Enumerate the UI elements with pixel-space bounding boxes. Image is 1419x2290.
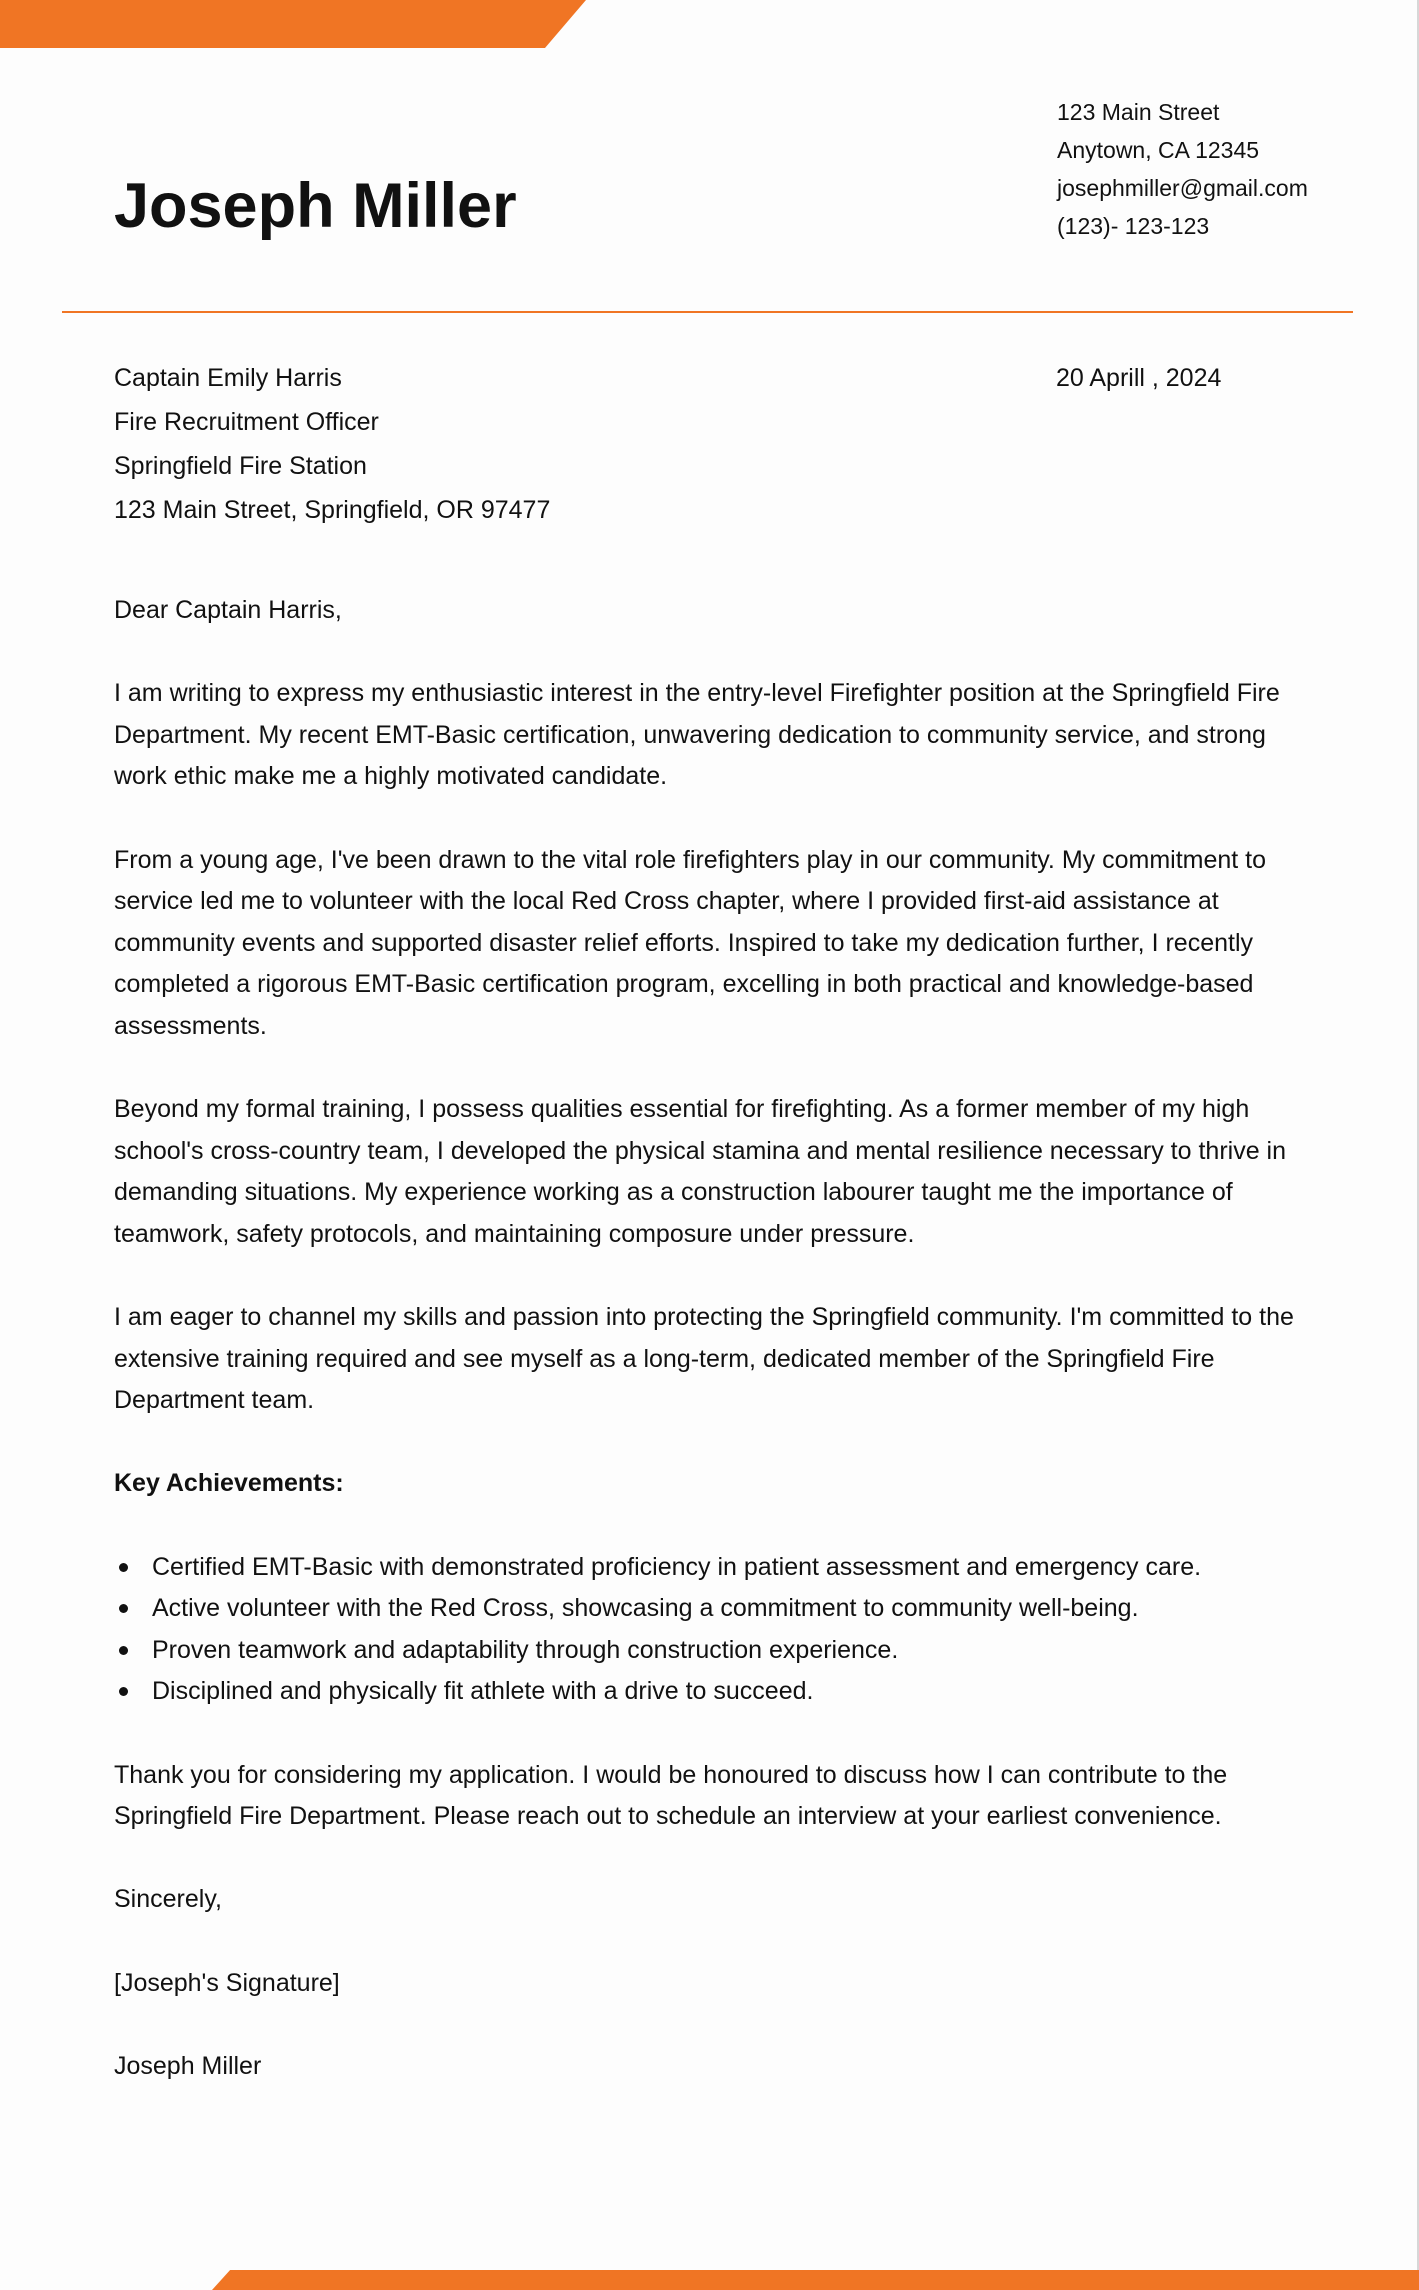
closing-paragraph: Thank you for considering my application. I would be honoured to discuss how I can contribute to the Springfield Fire Department. Please reach out to schedule an interview at your earliest convenience. [114, 1760, 1228, 1831]
contact-email: josephmiller@gmail.com [1057, 175, 1308, 201]
applicant-name: Joseph Miller [114, 171, 517, 241]
recipient-organization: Springfield Fire Station [114, 452, 367, 480]
contact-city: Anytown, CA 12345 [1057, 137, 1260, 163]
list-item [114, 1547, 1319, 1589]
bullet-icon [119, 1687, 128, 1696]
body-paragraph: Beyond my formal training, I possess qualities essential for firefighting. As a former member of my high school's cross-country team, I developed the physical stamina and mental resilience necessary to thrive in demanding situations. My experience working as a construction labourer taught me the importance of teamwork, safety protocols, and maintaining composure under pressure. [114, 1095, 1287, 1248]
header-divider [62, 311, 1353, 313]
signature-placeholder: [Joseph's Signature] [114, 1968, 340, 1997]
recipient-name: Captain Emily Harris [114, 364, 342, 392]
bullet-icon [119, 1604, 128, 1613]
bullet-icon [119, 1646, 128, 1655]
list-item [114, 1630, 1319, 1672]
top-accent-band [0, 0, 586, 48]
list-item [114, 1671, 1319, 1713]
achievements-heading: Key Achievements: [114, 1469, 344, 1498]
bottom-accent-band [212, 2270, 1419, 2290]
signer-name: Joseph Miller [114, 2051, 262, 2080]
body-paragraph: I am writing to express my enthusiastic interest in the entry-level Firefighter position at the Springfield Fire Department. My recent EMT-Basic certification, unwavering dedication to community service, and strong work ethic make me a highly motivated candidate. [114, 679, 1280, 791]
contact-phone: (123)- 123-123 [1057, 213, 1210, 239]
contact-street: 123 Main Street [1057, 99, 1220, 125]
sign-off: Sincerely, [114, 1885, 222, 1914]
achievement-text: Proven teamwork and adaptability through construction experience. [152, 1635, 899, 1664]
recipient-address: 123 Main Street, Springfield, OR 97477 [114, 496, 551, 524]
letter-date: 20 Aprill , 2024 [1056, 364, 1222, 392]
achievement-text: Disciplined and physically fit athlete with a drive to succeed. [152, 1677, 814, 1706]
letter-body [114, 590, 1319, 2129]
achievements-list [114, 1547, 1319, 1713]
bullet-icon [119, 1563, 128, 1572]
achievement-text: Certified EMT-Basic with demonstrated proficiency in patient assessment and emergency care. [152, 1552, 1202, 1581]
body-paragraph: I am eager to channel my skills and passion into protecting the Springfield community. I'm committed to the extensive training required and see myself as a long-term, dedicated member of the Springfield Fire Department team. [114, 1303, 1294, 1415]
recipient-block [114, 356, 550, 532]
body-paragraph: From a young age, I've been drawn to the vital role firefighters play in our community. My commitment to service led me to volunteer with the local Red Cross chapter, where I provided first-aid assistance at community events and supported disaster relief efforts. Inspired to take my dedication further, I recently completed a rigorous EMT-Basic certification program, excelling in both practical and knowledge-based assessments. [114, 845, 1267, 1040]
salutation: Dear Captain Harris, [114, 596, 342, 624]
recipient-title: Fire Recruitment Officer [114, 408, 379, 436]
contact-block [1057, 93, 1308, 245]
list-item [114, 1588, 1319, 1630]
achievement-text: Active volunteer with the Red Cross, showcasing a commitment to community well-being. [152, 1594, 1139, 1623]
